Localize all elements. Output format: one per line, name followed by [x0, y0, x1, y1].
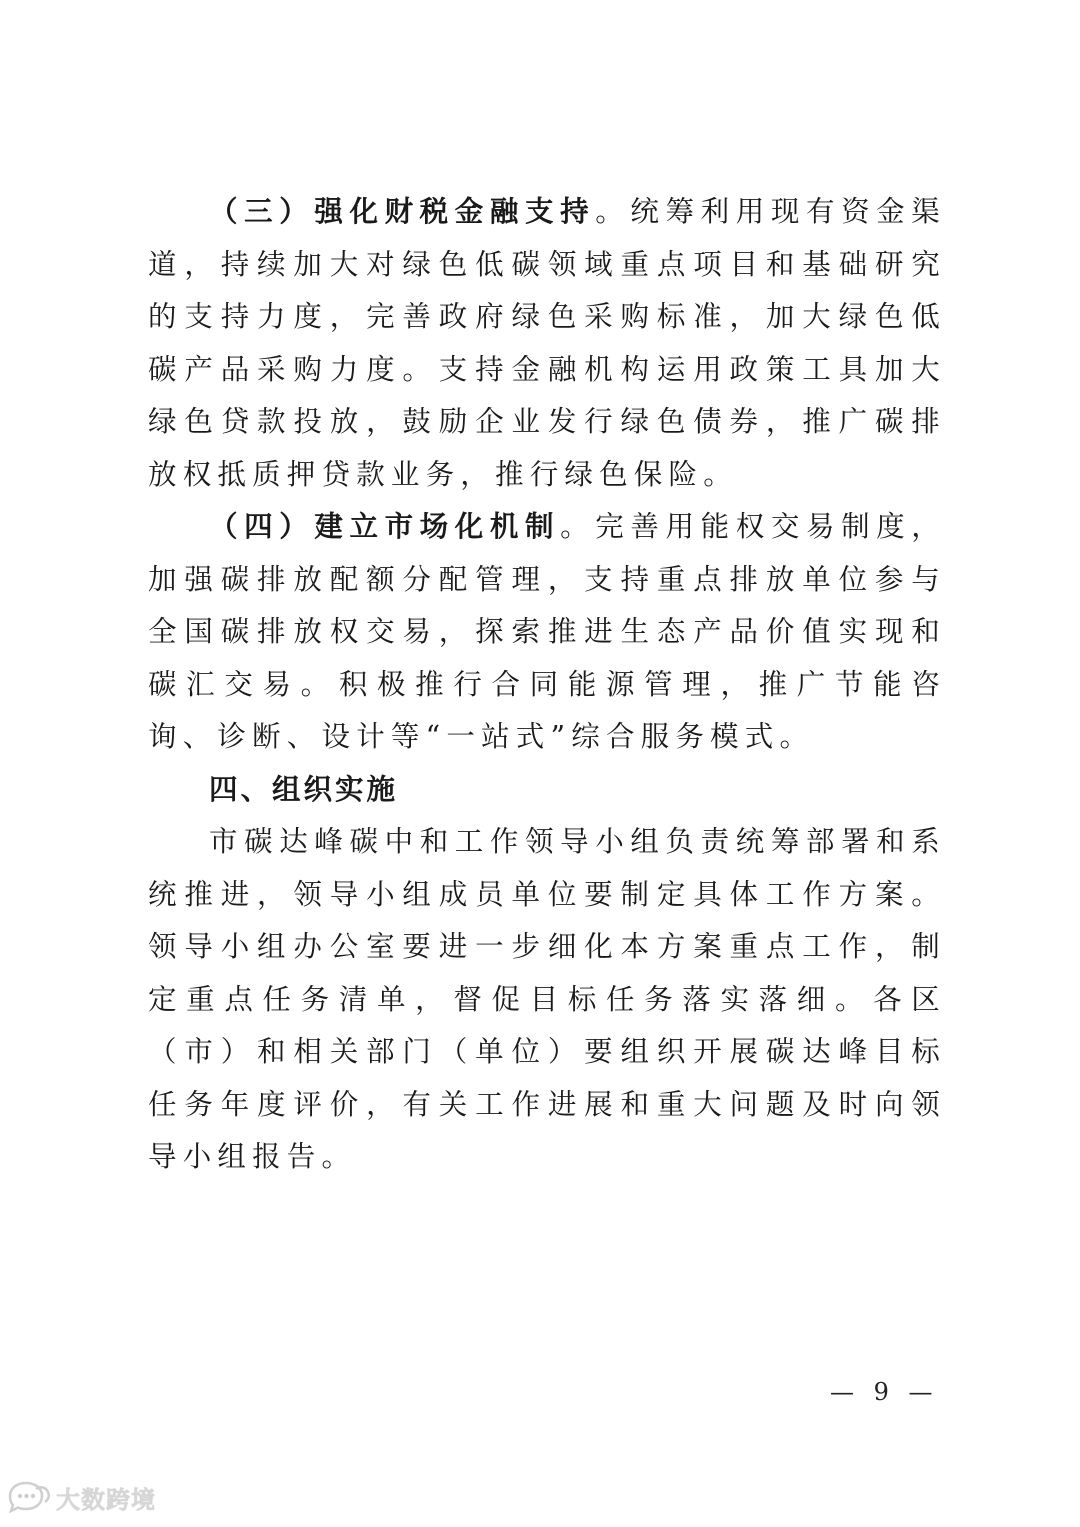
paragraph-lead-fiscal: （三）强化财税金融支持: [209, 195, 596, 228]
page-number: — 9 —: [830, 1378, 939, 1406]
paragraph-lead-market: （四）建立市场化机制: [209, 510, 561, 543]
paragraph-implementation: 市碳达峰碳中和工作领导小组负责统筹部署和系统推进，领导小组成员单位要制定具体工作方案。领导小组办公室要进一步细化本方案重点工作，制定重点任务清单，督促目标任务落实落细。各区（市）和相关部门（单位）要组织开展碳达峰目标任务年度评价，有关工作进展和重大问题及时向领导小组报告。: [148, 825, 946, 1173]
watermark-text: 大数跨境: [56, 1485, 156, 1514]
chat-bubble-logo-icon: [6, 1480, 52, 1514]
paragraph-fiscal-finance-support: [148, 186, 946, 501]
document-body: [148, 186, 946, 1184]
paragraph-market-mechanism: [148, 501, 946, 764]
watermark: [6, 1477, 156, 1517]
paragraph-text-market: 。完善用能权交易制度，加强碳排放配额分配管理，支持重点排放单位参与全国碳排放权交易，探索推进生态产品价值实现和碳汇交易。积极推行合同能源管理，推广节能咨询、诊断、设计等“一站式”综合服务模式。: [148, 510, 946, 753]
section-heading-implementation: 四、组织实施: [209, 772, 399, 806]
paragraph-text-fiscal: 。统筹利用现有资金渠道，持续加大对绿色低碳领域重点项目和基础研究的支持力度，完善政府绿色采购标准，加大绿色低碳产品采购力度。支持金融机构运用政策工具加大绿色贷款投放，鼓励企业发行绿色债券，推广碳排放权抵质押贷款业务，推行绿色保险。: [148, 195, 946, 491]
